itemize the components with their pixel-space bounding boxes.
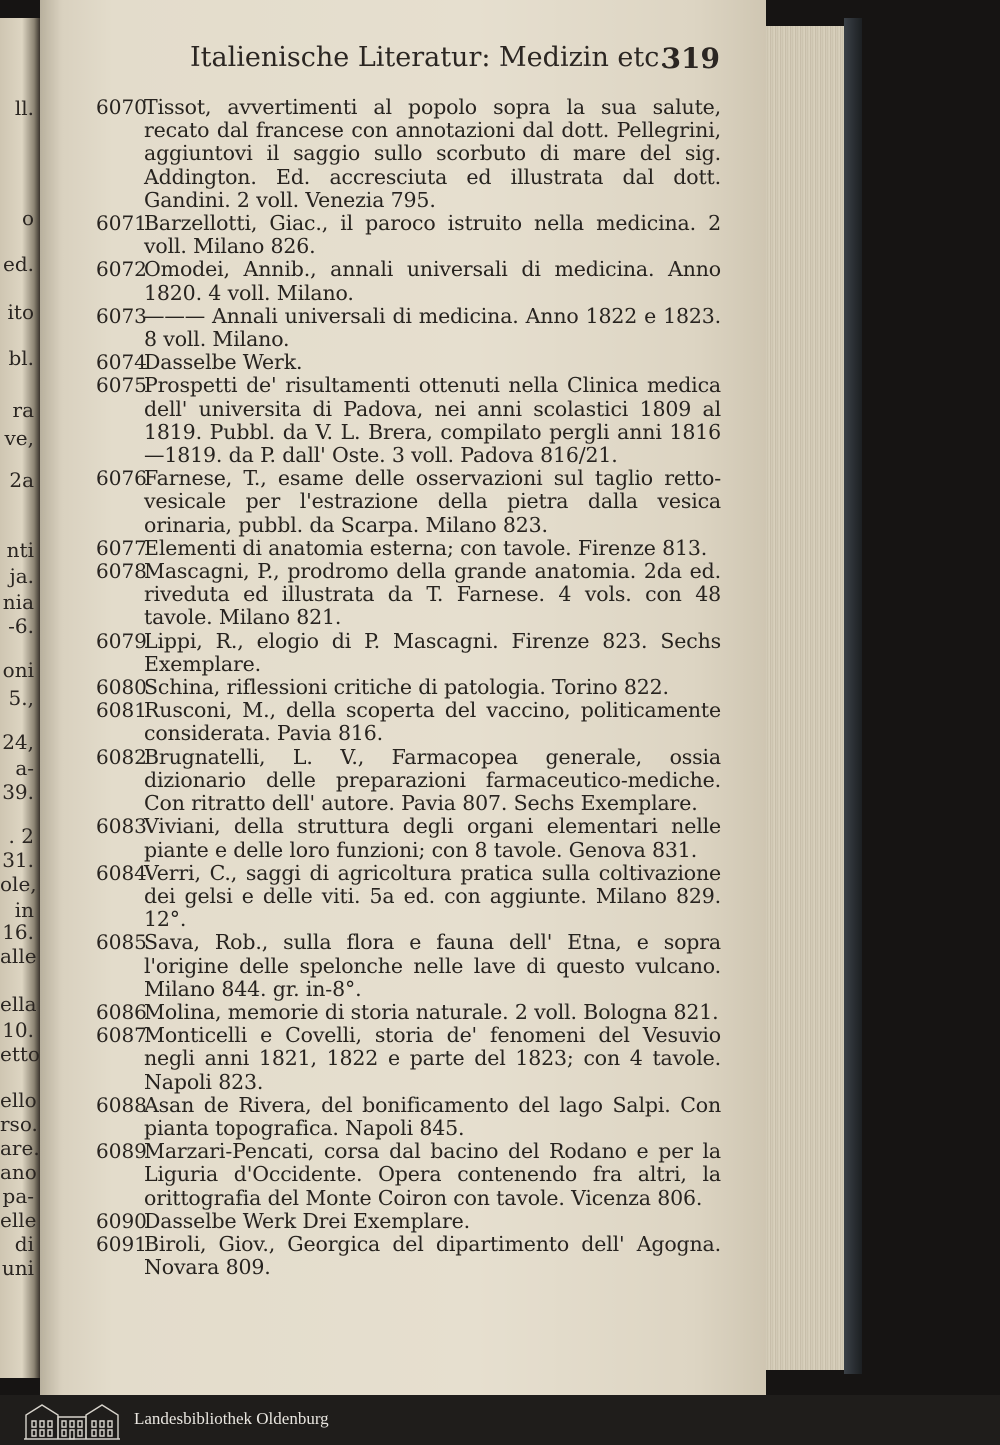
entry-number: 6085 xyxy=(96,930,147,955)
catalog-entries xyxy=(96,96,721,1279)
entry-text: Rusconi, M., della scoperta del vaccino, politicamente considerata. Pavia 816. xyxy=(144,698,721,746)
catalog-entry xyxy=(96,862,721,932)
left-page-fragment: rso. xyxy=(0,1112,38,1136)
entry-text: Marzari-Pencati, corsa dal bacino del Rodano e per la Liguria d'Occidente. Opera contenendo fra altri, la orittografia del Monte Coiron con tavole. Vicenza 806. xyxy=(144,1139,721,1210)
entry-number: 6083 xyxy=(96,814,147,839)
entry-number: 6075 xyxy=(96,373,147,398)
entry-text: Viviani, della struttura degli organi elementari nelle piante e delle loro funzioni; con 8 tavole. Genova 831. xyxy=(144,814,721,862)
catalog-entry xyxy=(96,1094,721,1140)
catalog-entry xyxy=(96,699,721,745)
page-number: 319 xyxy=(661,42,720,75)
entry-text: Omodei, Annib., annali universali di medicina. Anno 1820. 4 voll. Milano. xyxy=(144,257,721,305)
entry-number: 6071 xyxy=(96,211,147,236)
left-page-fragment: oni xyxy=(2,658,34,682)
catalog-entry xyxy=(96,630,721,676)
entry-text: Dasselbe Werk Drei Exemplare. xyxy=(144,1208,470,1233)
catalog-entry xyxy=(96,1001,721,1024)
entry-number: 6090 xyxy=(96,1208,147,1233)
left-page-fragment: in xyxy=(14,898,34,922)
entry-text: Mascagni, P., prodromo della grande anatomia. 2da ed. riveduta ed illustrata da T. Farnese. 4 vols. con 48 tavole. Milano 821. xyxy=(144,559,721,630)
entry-number: 6089 xyxy=(96,1139,147,1164)
entry-number: 6078 xyxy=(96,559,147,584)
left-page-fragment: ella xyxy=(0,992,37,1016)
catalog-entry xyxy=(96,1233,721,1279)
left-page-fragment: . 2 xyxy=(8,824,34,848)
left-page-fragment: ra xyxy=(12,398,34,422)
left-page-fragment: a- xyxy=(15,756,34,780)
catalog-entry xyxy=(96,467,721,537)
entry-number: 6087 xyxy=(96,1023,147,1048)
left-page-fragment: pa- xyxy=(2,1184,34,1208)
left-page-fragment: ano xyxy=(0,1160,37,1184)
left-page-fragment: alle xyxy=(0,944,37,968)
entry-text: Elementi di anatomia esterna; con tavole. Firenze 813. xyxy=(144,535,708,560)
left-page-fragment: ed. xyxy=(3,252,34,276)
entry-text: ——— Annali universali di medicina. Anno 1822 e 1823. 8 voll. Milano. xyxy=(144,303,721,352)
entry-number: 6080 xyxy=(96,675,147,700)
catalog-entry xyxy=(96,676,721,699)
left-page-fragment: 10. xyxy=(2,1018,34,1042)
entry-number: 6088 xyxy=(96,1092,147,1117)
left-page-fragment: ole, xyxy=(0,872,37,896)
left-page-fragment: ja. xyxy=(9,564,34,588)
left-page-fragment: ito xyxy=(7,300,34,324)
entry-number: 6070 xyxy=(96,95,147,119)
catalog-entry xyxy=(96,96,721,212)
left-page-fragment: are. xyxy=(0,1136,40,1160)
entry-number: 6079 xyxy=(96,628,147,653)
catalog-entry xyxy=(96,258,721,304)
entry-text: Monticelli e Covelli, storia de' fenomeni del Vesuvio negli anni 1821, 1822 e parte del 1823; con 4 tavole. Napoli 823. xyxy=(144,1023,721,1094)
entry-number: 6073 xyxy=(96,303,147,328)
entry-number: 6084 xyxy=(96,860,147,885)
left-page-fragment: 31. xyxy=(2,848,34,872)
catalog-entry xyxy=(96,746,721,816)
left-page-edge xyxy=(0,18,40,1378)
left-page-fragment: 5., xyxy=(8,686,34,710)
entry-text: Barzellotti, Giac., il paroco istruito nella medicina. 2 voll. Milano 826. xyxy=(144,211,721,259)
left-page-fragment: uni xyxy=(1,1256,34,1280)
book-page xyxy=(40,0,766,1395)
running-title: Italienische Literatur: Medizin etc. xyxy=(190,42,668,73)
catalog-entry xyxy=(96,305,721,351)
library-name: Landesbibliothek Oldenburg xyxy=(134,1409,329,1428)
catalog-entry xyxy=(96,1210,721,1233)
left-page-fragment: etto xyxy=(0,1042,40,1066)
entry-text: Schina, riflessioni critiche di patologia. Torino 822. xyxy=(144,675,669,700)
left-page-fragment: 39. xyxy=(2,780,34,804)
catalog-entry xyxy=(96,931,721,1001)
library-building-icon xyxy=(22,1401,122,1441)
catalog-entry xyxy=(96,815,721,861)
entry-text: Prospetti de' risultamenti ottenuti nella Clinica medica dell' universita di Padova, nei anni scolastici 1809 al 1819. Pubbl. da V. L. Brera, compilato pergli anni 1816—1819. da P. dall' Oste. 3 voll. Padova 816/21. xyxy=(144,373,721,468)
book-cover-edge xyxy=(844,18,862,1374)
catalog-entry xyxy=(96,351,721,374)
entry-text: Asan de Rivera, del bonificamento del lago Salpi. Con pianta topografica. Napoli 845. xyxy=(144,1092,721,1140)
entry-number: 6091 xyxy=(96,1231,147,1256)
left-page-fragment: bl. xyxy=(8,346,34,370)
entry-number: 6072 xyxy=(96,257,147,282)
page-header xyxy=(190,42,720,82)
page-edges xyxy=(766,26,844,1370)
entry-text: Dasselbe Werk. xyxy=(144,350,303,375)
left-page-fragment: -6. xyxy=(8,614,34,638)
footer-bar xyxy=(0,1395,1000,1445)
entry-text: Lippi, R., elogio di P. Mascagni. Firenze 823. Sechs Exemplare. xyxy=(144,628,721,676)
entry-number: 6074 xyxy=(96,350,147,375)
left-page-fragment: ello xyxy=(0,1088,37,1112)
entry-number: 6077 xyxy=(96,535,147,560)
entry-text: Verri, C., saggi di agricoltura pratica sulla coltivazione dei gelsi e delle viti. 5a ed. con aggiunte. Milano 829. 12°. xyxy=(144,860,721,932)
catalog-entry xyxy=(96,537,721,560)
catalog-entry xyxy=(96,560,721,630)
entry-text: Biroli, Giov., Georgica del dipartimento dell' Agogna. Novara 809. xyxy=(144,1231,721,1280)
left-page-fragment: ve, xyxy=(4,426,34,450)
left-page-fragment: o xyxy=(21,206,34,230)
entry-text: Farnese, T., esame delle osservazioni sul taglio retto-vesicale per l'estrazione della pietra dalla vesica orinaria, pubbl. da Scarpa. Milano 823. xyxy=(144,466,721,537)
entry-text: Brugnatelli, L. V., Farmacopea generale, ossia dizionario delle preparazioni farmaceutico-mediche. Con ritratto dell' autore. Pavia 807. Sechs Exemplare. xyxy=(144,744,721,816)
entry-text: Sava, Rob., sulla flora e fauna dell' Etna, e sopra l'origine delle spelonche nelle lave di questo vulcano. Milano 844. gr. in-8°. xyxy=(144,930,721,1001)
entry-text: Tissot, avvertimenti al popolo sopra la sua salute, recato dal francese con annotazioni dal dott. Pellegrini, aggiuntovi il saggio sullo scorbuto di mare del sig. Addington. Ed. accresciuta ed illustrata dal dott. Gandini. 2 voll. Venezia 795. xyxy=(144,95,721,212)
left-page-fragment: elle xyxy=(0,1208,37,1232)
entry-number: 6076 xyxy=(96,466,147,491)
entry-text: Molina, memorie di storia naturale. 2 voll. Bologna 821. xyxy=(144,999,719,1024)
catalog-entry xyxy=(96,212,721,258)
left-page-fragment: nti xyxy=(6,538,34,562)
catalog-entry xyxy=(96,1024,721,1094)
entry-number: 6081 xyxy=(96,698,147,723)
left-page-fragment: 2a xyxy=(9,468,34,492)
left-page-fragment: nia xyxy=(2,590,34,614)
left-page-fragment: 24, xyxy=(2,730,34,754)
left-page-fragment: di xyxy=(14,1232,34,1256)
left-page-fragment: 16. xyxy=(2,920,34,944)
left-page-fragment: ll. xyxy=(14,96,34,120)
catalog-entry xyxy=(96,1140,721,1210)
entry-number: 6086 xyxy=(96,999,147,1024)
entry-number: 6082 xyxy=(96,744,147,769)
catalog-entry xyxy=(96,374,721,467)
